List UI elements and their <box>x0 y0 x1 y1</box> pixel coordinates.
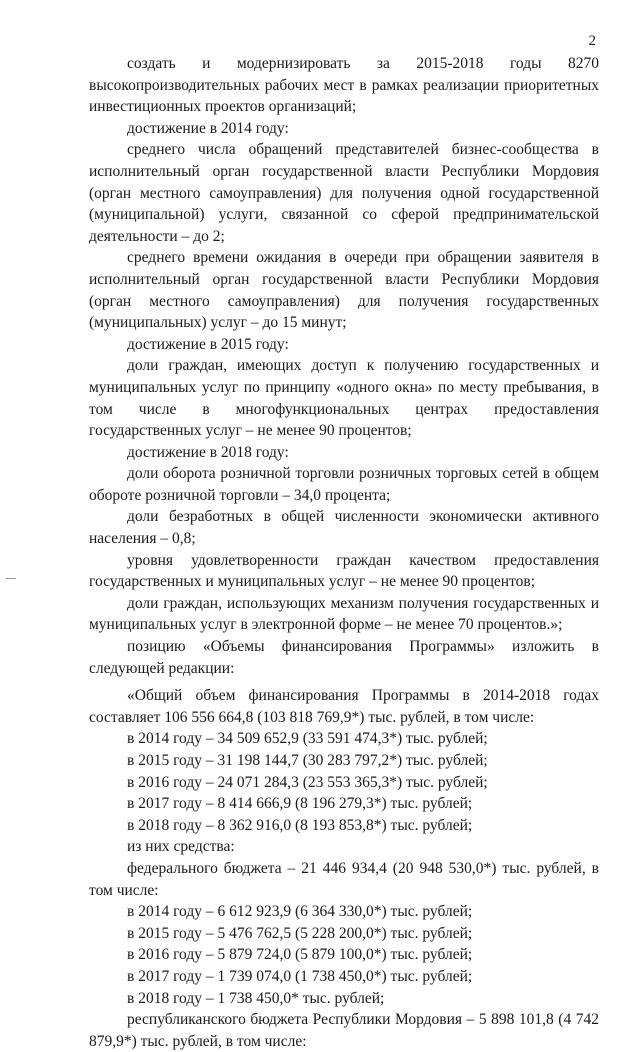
federal-paragraph: федерального бюджета – 21 446 934,4 (20 948 530,0*) тыс. рублей, в том числе: <box>89 859 599 899</box>
margin-mark <box>6 578 16 579</box>
paragraph: доли граждан, использующих механизм получения государственных и муниципальных услуг в электронной форме – не менее 70 процентов.»; <box>89 594 599 634</box>
federal-year-line: в 2015 году – 5 476 762,5 (5 228 200,0*) тыс. рублей; <box>127 924 473 942</box>
paragraph: среднего времени ожидания в очереди при обращении заявителя в исполнительный орган государственной власти Республики Мордовия (орган местного самоуправления) для получения государственных (муниципальных) услуг – до 15 минут; <box>89 249 599 332</box>
federal-year-line: в 2016 году – 5 879 724,0 (5 879 100,0*) тыс. рублей; <box>127 946 473 964</box>
total-year-line: в 2016 году – 24 071 284,3 (23 553 365,3*) тыс. рублей; <box>127 773 488 791</box>
paragraph: «Общий объем финансирования Программы в 2014-2018 годах составляет 106 556 664,8 (103 818 769,9*) тыс. рублей, в том числе: <box>89 687 599 726</box>
total-year-line: в 2015 году – 31 198 144,7 (30 283 797,2*) тыс. рублей; <box>127 752 488 769</box>
paragraph: достижение в 2015 году: <box>127 335 289 353</box>
paragraph: достижение в 2018 году: <box>127 443 289 461</box>
document-body <box>89 53 599 1052</box>
paragraph: позицию «Объемы финансирования Программы» изложить в следующей редакции: <box>89 638 599 677</box>
federal-year-line: в 2018 году – 1 738 450,0* тыс. рублей; <box>127 989 385 1007</box>
total-year-line: в 2017 году – 8 414 666,9 (8 196 279,3*) тыс. рублей; <box>127 795 473 813</box>
federal-year-line: в 2014 году – 6 612 923,9 (6 364 330,0*) тыс. рублей; <box>127 903 473 921</box>
federal-year-line: в 2017 году – 1 739 074,0 (1 738 450,0*) тыс. рублей; <box>127 967 473 985</box>
page-number: 2 <box>588 33 596 49</box>
paragraph: среднего числа обращений представителей бизнес-сообщества в исполнительный орган государственной власти Республики Мордовия (орган местного самоуправления) для получения одной государственной (муниципальной) услуги, связанной со сферой предпринимательской деятельности – до 2; <box>89 141 599 245</box>
total-year-line: в 2018 году – 8 362 916,0 (8 193 853,8*) тыс. рублей; <box>127 816 473 834</box>
total-year-line: в 2014 году – 34 509 652,9 (33 591 474,3*) тыс. рублей; <box>127 730 488 748</box>
paragraph: уровня удовлетворенности граждан качеством предоставления государственных и муниципальных услуг – не менее 90 процентов; <box>89 551 599 591</box>
paragraph: создать и модернизировать за 2015-2018 годы 8270 высокопроизводительных рабочих мест в рамках реализации приоритетных инвестиционных проектов организаций; <box>89 55 599 116</box>
paragraph: достижение в 2014 году: <box>127 119 289 137</box>
sources-heading: из них средства: <box>127 838 235 856</box>
paragraph: доли оборота розничной торговли розничных торговых сетей в общем обороте розничной торговли – 34,0 процента; <box>89 465 599 504</box>
paragraph: доли безработных в общей численности экономически активного населения – 0,8; <box>89 508 599 548</box>
republic-paragraph: республиканского бюджета Республики Мордовия – 5 898 101,8 (4 742 879,9*) тыс. рублей, в том числе: <box>89 1011 599 1050</box>
paragraph: доли граждан, имеющих доступ к получению государственных и муниципальных услуг по принципу «одного окна» по месту пребывания, в том числе в многофункциональных центрах предоставления государственных услуг – не менее 90 процентов; <box>89 357 599 440</box>
